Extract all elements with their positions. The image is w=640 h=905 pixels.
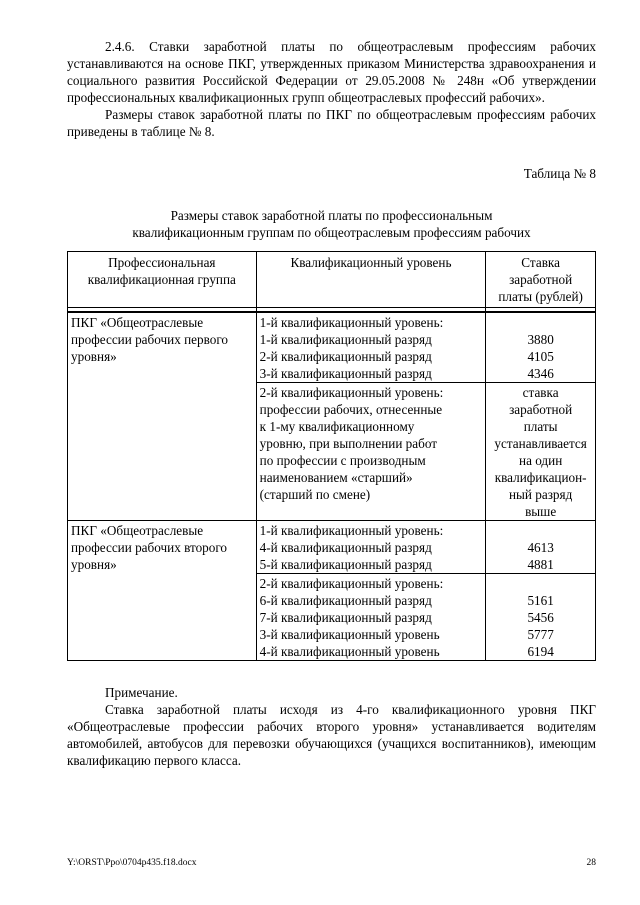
group-cell [68,521,257,661]
rate-value [489,575,592,592]
rate-note: на один [519,453,563,468]
level-text: 3-й квалификационный разряд [259,366,432,381]
group-text: ПКГ «Общеотраслевые [71,523,204,538]
table-row [68,313,596,383]
level-text: по профессии с производным [259,453,426,468]
level-text: 2-й квалификационный разряд [259,349,432,364]
rate-value: 5777 [527,627,554,642]
header-text: Профессиональная [108,255,216,270]
level-text: 3-й квалификационный уровень [259,627,440,642]
level-text: 4-й квалификационный уровень [259,644,440,659]
header-text: заработной [509,272,573,287]
table-header-row [68,252,596,308]
rate-cell [486,521,596,574]
rate-note: ставка [522,385,559,400]
note-title: Примечание. [105,685,178,700]
rates-table [67,251,596,661]
document-page [67,38,596,769]
table-caption-line: квалификационным группам по общеотраслевым профессиям рабочих [132,225,531,240]
header-group [68,252,257,308]
rate-note: квалификацион- [494,470,587,485]
rate-value: 4105 [527,349,554,364]
level-text: 1-й квалификационный уровень: [259,523,444,538]
rate-cell [486,574,596,661]
level-text: профессии рабочих, отнесенные [259,402,443,417]
header-rate [486,252,596,308]
rate-value [489,522,592,539]
rate-value: 4613 [527,540,554,555]
rate-note: ный разряд [508,487,573,502]
level-text: 6-й квалификационный разряд [259,593,432,608]
rate-value: 4881 [527,557,554,572]
rate-value: 3880 [527,332,554,347]
level-text: 4-й квалификационный разряд [259,540,432,555]
group-text: ПКГ «Общеотраслевые [71,315,204,330]
rate-cell [486,383,596,521]
level-text: уровню, при выполнении работ [259,436,438,451]
table-label: Таблица № 8 [523,166,596,181]
group-text: профессии рабочих второго [71,540,228,555]
rate-note: заработной [509,402,573,417]
rate-value [489,314,592,331]
group-text: уровня» [71,349,117,364]
page-number: 28 [586,858,596,868]
rate-value: 6194 [527,644,554,659]
level-text: 2-й квалификационный уровень: [259,385,444,400]
level-text: 7-й квалификационный разряд [259,610,432,625]
rate-note: платы [523,419,558,434]
header-text: платы (рублей) [498,289,583,304]
group-cell [68,313,257,521]
table-row [68,521,596,574]
group-text: уровня» [71,557,117,572]
level-text: 1-й квалификационный разряд [259,332,432,347]
rate-note: устанавливается [494,436,587,451]
level-cell [256,313,486,383]
rate-value: 5161 [527,593,554,608]
paragraph-rates-basis: 2.4.6. Ставки заработной платы по общеотраслевым профессиям рабочих устанавливаются на основе ПКГ, утвержденных приказом Министерства здравоохранения и социального развития Российской Федерации от 29.05.2008 № 248н «Об утверждении профессиональных квалификационных групп общеотраслевых профессий рабочих». [67,39,596,105]
rate-value: 5456 [527,610,554,625]
level-text: 2-й квалификационный уровень: [259,576,444,591]
header-text: Ставка [521,255,560,270]
rate-cell [486,313,596,383]
level-text: наименованием «старший» [259,470,413,485]
rate-note: выше [525,504,557,519]
header-level [256,252,486,308]
level-cell [256,521,486,574]
level-text: к 1-му квалификационному [259,419,415,434]
level-text: (старший по смене) [259,487,371,502]
header-text: квалификационная группа [87,272,236,287]
footer-file-path: Y:\ORST\Ppo\0704p435.f18.docx [67,858,197,868]
level-text: 5-й квалификационный разряд [259,557,432,572]
note-text: Ставка заработной платы исходя из 4-го квалификационного уровня ПКГ «Общеотраслевые профессии рабочих второго уровня» устанавливается водителям автомобилей, автобусов для перевозки обучающихся (учащихся воспитанников), имеющим квалификацию первого класса. [67,702,596,768]
level-text: 1-й квалификационный уровень: [259,315,444,330]
paragraph-table-reference: Размеры ставок заработной платы по ПКГ по общеотраслевым профессиям рабочих приведены в таблице № 8. [67,107,596,139]
header-text: Квалификационный уровень [290,255,452,270]
level-cell [256,574,486,661]
level-cell [256,383,486,521]
group-text: профессии рабочих первого [71,332,228,347]
rate-value: 4346 [527,366,554,381]
table-caption [67,207,596,241]
table-caption-line: Размеры ставок заработной платы по профессиональным [170,208,493,223]
